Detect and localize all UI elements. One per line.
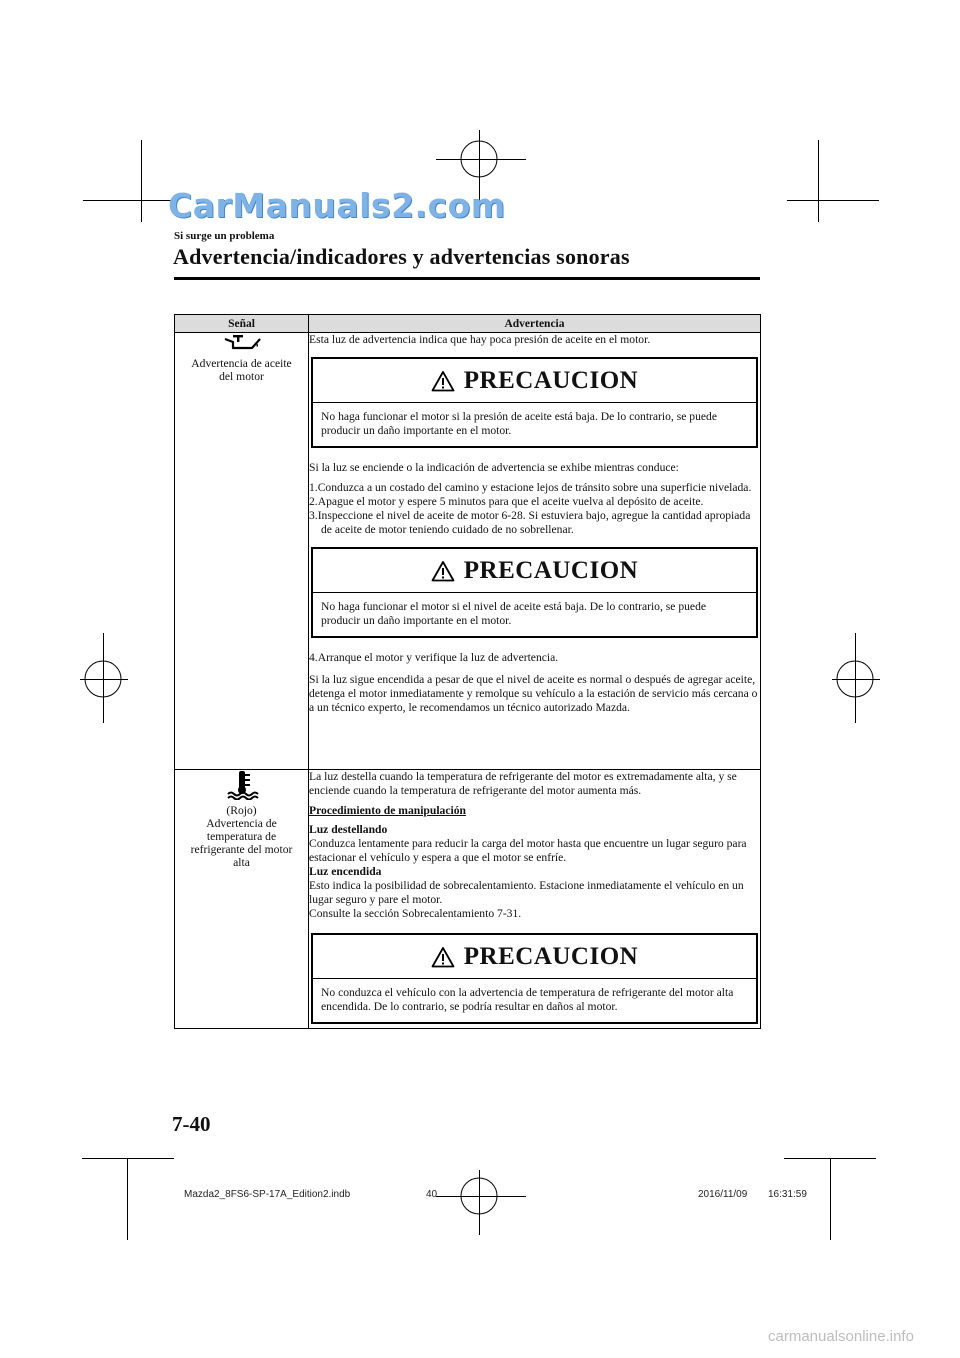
- footer-file-page: 40: [426, 1189, 438, 1200]
- warning-cell: [309, 333, 761, 770]
- coolant-temperature-icon: [225, 770, 259, 800]
- list-item: 2.Apague el motor y espere 5 minutos para que el aceite vuelva al depósito de aceite.: [309, 495, 704, 508]
- caution-box: [311, 357, 758, 448]
- on-heading: Luz encendida: [309, 865, 382, 878]
- warning-table: [174, 314, 761, 1029]
- see-also-text: Consulte la sección Sobrecalentamiento 7-31.: [309, 907, 522, 920]
- warning-triangle-icon: [431, 560, 455, 582]
- list-item: 1.Conduzca a un costado del camino y estacione lejos de tránsito sobre una superficie nivelada.: [309, 481, 752, 494]
- caution-title: PRECAUCION: [463, 942, 639, 970]
- column-header-warning: Advertencia: [309, 315, 761, 333]
- flashing-text: Conduzca lentamente para reducir la carga del motor hasta que encuentre un lugar seguro para estacionar el vehículo y espera a que el motor se enfríe.: [309, 837, 747, 864]
- caution-box: [311, 933, 758, 1024]
- signal-label-line: Advertencia de: [206, 817, 277, 830]
- caution-text: No haga funcionar el motor si el nivel de aceite está baja. De lo contrario, se puede producir un daño importante en el motor.: [321, 600, 707, 627]
- flashing-heading: Luz destellando: [309, 823, 388, 836]
- signal-label-line: (Rojo): [226, 804, 257, 817]
- table-row: [175, 333, 761, 770]
- signal-cell: [175, 333, 309, 770]
- page-title: Advertencia/indicadores y advertencias sonoras: [173, 244, 630, 269]
- footer-time: 16:31:59: [768, 1189, 807, 1200]
- column-header-signal: Señal: [175, 315, 309, 333]
- warning-intro: La luz destella cuando la temperatura de refrigerante del motor es extremadamente alta, y se enciende cuando la temperatura de refrigerante del motor aumenta más.: [309, 770, 737, 797]
- table-header-row: [175, 315, 761, 333]
- page-number: 7-40: [172, 1112, 211, 1136]
- caution-title: PRECAUCION: [463, 556, 639, 584]
- footer-filename: Mazda2_8FS6-SP-17A_Edition2.indb: [184, 1189, 351, 1200]
- signal-label-line: del motor: [219, 370, 264, 383]
- heading-rule: [174, 277, 760, 280]
- footer-date: 2016/11/09: [698, 1189, 748, 1200]
- caution-text: No haga funcionar el motor si la presión de aceite está baja. De lo contrario, se puede producir un daño importante en el motor.: [321, 410, 717, 437]
- bottom-watermark[interactable]: carmanualsonline.info: [768, 1328, 914, 1345]
- oil-can-icon: [222, 333, 262, 353]
- table-row: [175, 770, 761, 1029]
- warning-paragraph: Si la luz se enciende o la indicación de advertencia se exhibe mientras conduce:: [309, 461, 679, 474]
- caution-title: PRECAUCION: [463, 366, 639, 394]
- signal-label-line: refrigerante del motor: [190, 843, 293, 856]
- registration-circle-left: [83, 659, 123, 699]
- on-text: Esto indica la posibilidad de sobrecalentamiento. Estacione inmediatamente el vehículo en un lugar seguro y pare el motor.: [309, 879, 744, 906]
- signal-cell: [175, 770, 309, 1029]
- signal-label-line: temperatura de: [206, 830, 277, 843]
- warning-paragraph: Si la luz sigue encendida a pesar de que el nivel de aceite es normal o después de agregar aceite, detenga el motor inmediatamente y remolque su vehículo a la estación de servicio más cercana o a un técnico experto, le recomendamos un técnico autorizado Mazda.: [309, 673, 758, 714]
- watermark-logo[interactable]: CarManuals2.com: [168, 186, 506, 225]
- signal-label-line: alta: [233, 856, 250, 869]
- registration-circle-top: [459, 139, 499, 179]
- caution-text: No conduzca el vehículo con la advertencia de temperatura de refrigerante del motor alta encendida. De lo contrario, se podría resultar en daños al motor.: [321, 986, 734, 1013]
- registration-circle-right: [835, 659, 875, 699]
- procedure-heading: Procedimiento de manipulación: [309, 804, 466, 817]
- list-item: 4.Arranque el motor y verifique la luz de advertencia.: [309, 651, 559, 664]
- warning-cell: [309, 770, 761, 1029]
- signal-label-line: Advertencia de aceite: [191, 357, 292, 370]
- registration-circle-bottom: [459, 1176, 499, 1216]
- warning-triangle-icon: [431, 946, 455, 968]
- warning-intro: Esta luz de advertencia indica que hay poca presión de aceite en el motor.: [309, 333, 651, 346]
- caution-box: [311, 547, 758, 638]
- list-item: 3.Inspeccione el nivel de aceite de motor 6-28. Si estuviera bajo, agregue la cantidad apropiada de aceite de motor teniendo cuidado de no sobrellenar.: [309, 509, 751, 536]
- warning-triangle-icon: [431, 370, 455, 392]
- section-label: Si surge un problema: [174, 230, 275, 242]
